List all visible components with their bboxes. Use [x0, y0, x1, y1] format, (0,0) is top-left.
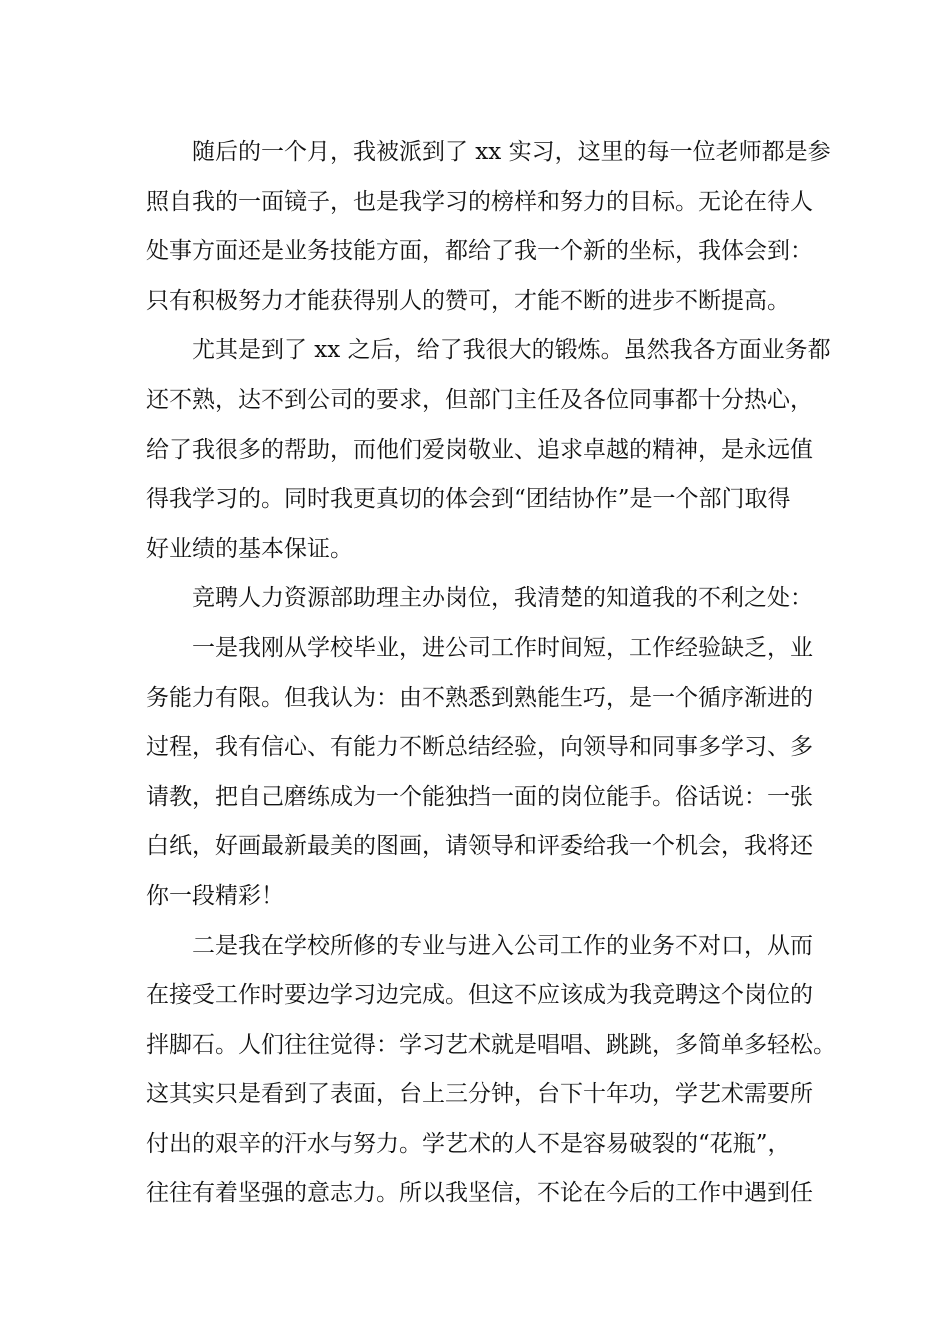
text-line: 好业绩的基本保证。 [146, 535, 353, 562]
text-line: 一是我刚从学校毕业，进公司工作时间短，工作经验缺乏，业 [192, 634, 813, 661]
paragraph-position [146, 574, 826, 624]
text-line: 往往有着坚强的意志力。所以我坚信，不论在今后的工作中遇到任 [146, 1180, 813, 1207]
text-line: 过程，我有信心、有能力不断总结经验，向领导和同事多学习、多 [146, 734, 813, 761]
text-line: 你一段精彩！ [146, 882, 284, 909]
text-line: 还不熟，达不到公司的要求，但部门主任及各位同事都十分热心， [146, 386, 813, 413]
text-line: 付出的艰辛的汗水与努力。学艺术的人不是容易破裂的“花瓶”， [146, 1130, 791, 1157]
paragraph-training [146, 326, 831, 574]
text-line: 给了我很多的帮助，而他们爱岗敬业、追求卓越的精神，是永远值 [146, 436, 813, 463]
text-line: 请教，把自己磨练成为一个能独挡一面的岗位能手。俗话说：一张 [146, 783, 813, 810]
text-line: 竞聘人力资源部助理主办岗位，我清楚的知道我的不利之处： [192, 585, 813, 612]
text-line: 二是我在学校所修的专业与进入公司工作的业务不对口，从而 [192, 932, 813, 959]
paragraph-internship [146, 128, 831, 326]
paragraph-disadvantage-one [146, 624, 826, 922]
text-line: 在接受工作时要边学习边完成。但这不应该成为我竞聘这个岗位的 [146, 982, 813, 1009]
document-body [146, 128, 836, 1219]
text-line: 处事方面还是业务技能方面，都给了我一个新的坐标，我体会到： [146, 238, 813, 265]
text-line: 白纸，好画最新最美的图画，请领导和评委给我一个机会，我将还 [146, 833, 813, 860]
text-line: 只有积极努力才能获得别人的赞可，才能不断的进步不断提高。 [146, 287, 790, 314]
text-line: 尤其是到了 xx 之后，给了我很大的锻炼。虽然我各方面业务都 [192, 337, 831, 364]
text-line: 得我学习的。同时我更真切的体会到“团结协作”是一个部门取得 [146, 486, 791, 513]
text-line: 务能力有限。但我认为：由不熟悉到熟能生巧，是一个循序渐进的 [146, 684, 813, 711]
text-line: 照自我的一面镜子，也是我学习的榜样和努力的目标。无论在待人 [146, 188, 813, 215]
text-line: 拌脚石。人们往往觉得：学习艺术就是唱唱、跳跳，多简单多轻松。 [146, 1031, 836, 1058]
text-line: 这其实只是看到了表面，台上三分钟，台下十年功，学艺术需要所 [146, 1081, 813, 1108]
text-line: 随后的一个月，我被派到了 xx 实习，这里的每一位老师都是参 [192, 139, 831, 165]
paragraph-disadvantage-two [146, 922, 836, 1220]
